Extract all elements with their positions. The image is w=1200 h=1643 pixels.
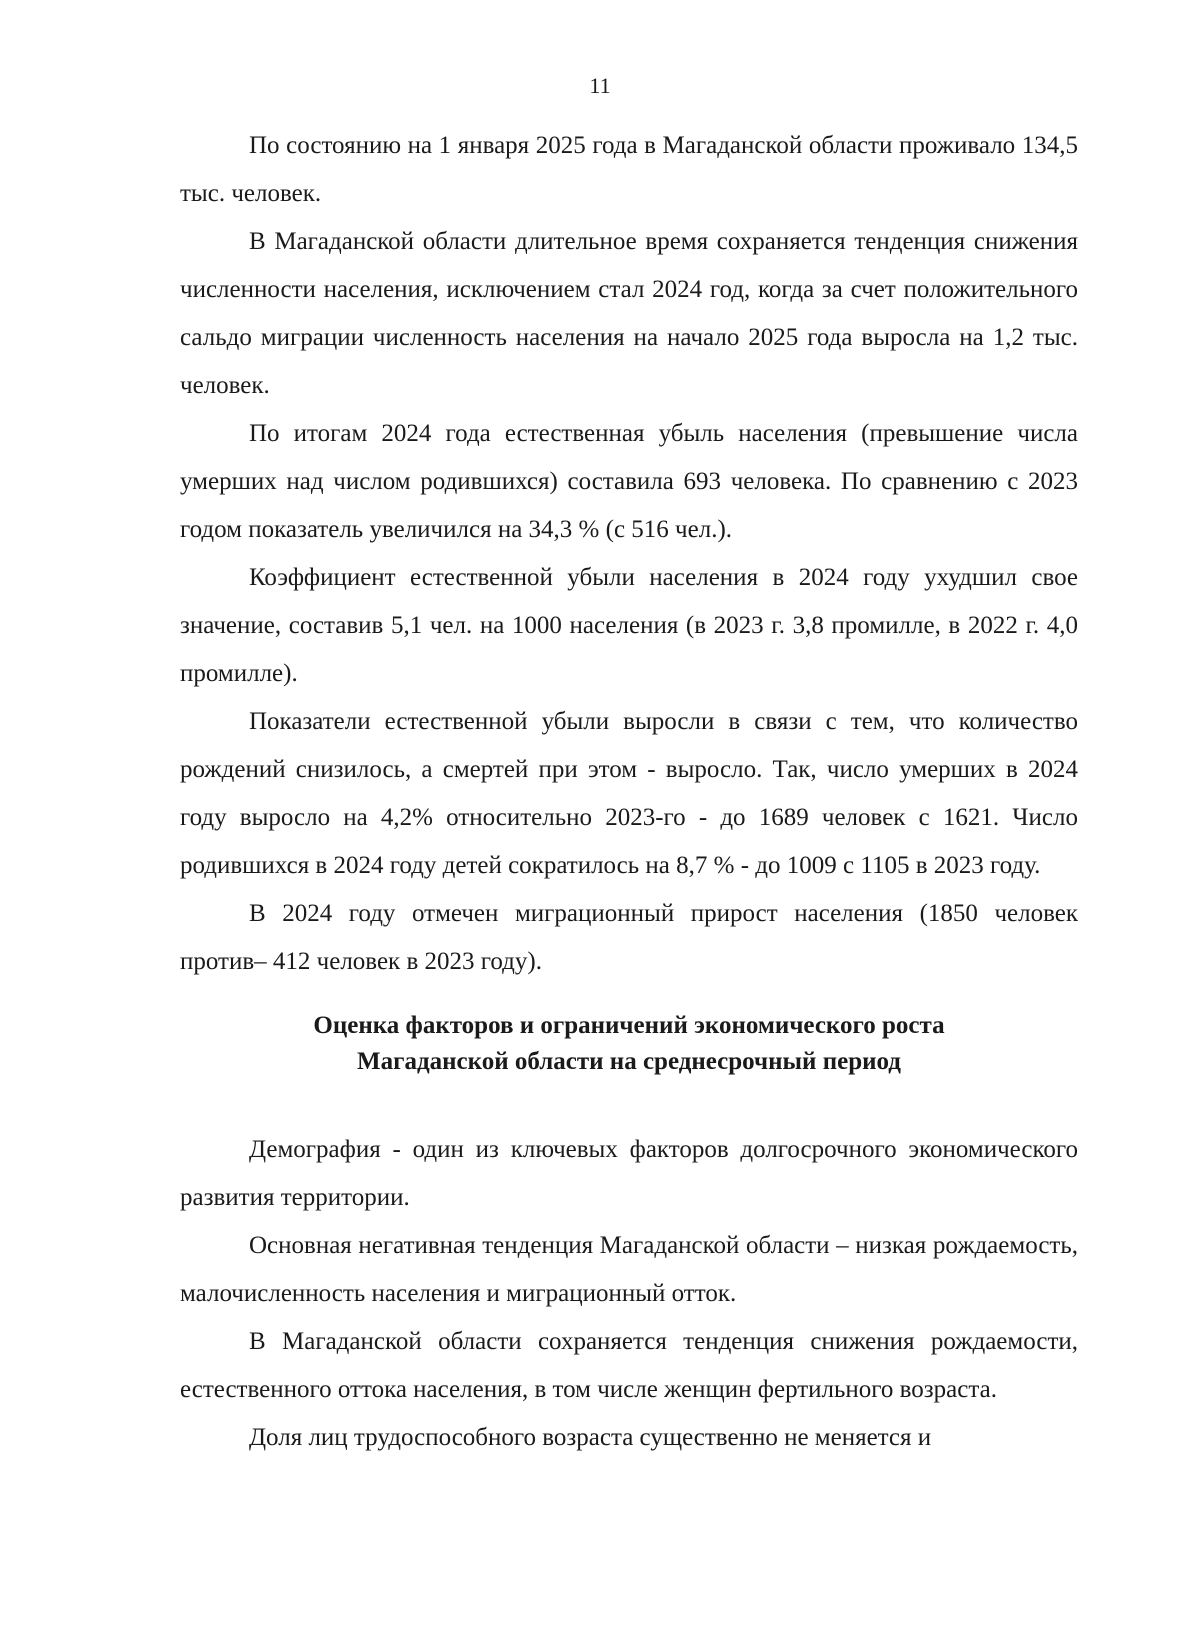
paragraph-migration: В 2024 году отмечен миграционный прирост населения (1850 человек против– 412 человек в 2023 году). (180, 900, 1078, 975)
section-heading (180, 1008, 1078, 1080)
paragraph-births-deaths: Показатели естественной убыли выросли в связи с тем, что количество рождений снизилось, а смертей при этом - выросло. Так, число умерших в 2024 году выросло на 4,2% относительно 2023-го - до 1689 человек с 1621. Число родившихся в 2024 году детей сократилось на 8,7 % - до 1009 с 1105 в 2023 году. (180, 708, 1078, 879)
document-body (180, 122, 1078, 1462)
paragraph-demography: Демография - один из ключевых факторов долгосрочного экономического развития территории. (180, 1136, 1078, 1211)
paragraph-population: По состоянию на 1 января 2025 года в Магаданской области проживало 134,5 тыс. человек. (180, 132, 1078, 207)
section-heading-line-2: Магаданской области на среднесрочный период (357, 1048, 901, 1075)
paragraph-natural-decline: По итогам 2024 года естественная убыль населения (превышение числа умерших над числом родившихся) составила 693 человека. По сравнению с 2023 годом показатель увеличился на 34,3 % (с 516 чел.). (180, 420, 1078, 543)
paragraph-birth-rate-trend: В Магаданской области сохраняется тенденция снижения рождаемости, естественного оттока населения, в том числе женщин фертильного возраста. (180, 1328, 1078, 1403)
paragraph-negative-trend: Основная негативная тенденция Магаданской области – низкая рождаемость, малочисленность населения и миграционный отток. (180, 1232, 1078, 1307)
paragraph-decline-coefficient: Коэффициент естественной убыли населения в 2024 году ухудшил свое значение, составив 5,1 чел. на 1000 населения (в 2023 г. 3,8 промилле, в 2022 г. 4,0 промилле). (180, 564, 1078, 687)
paragraph-working-age: Доля лиц трудоспособного возраста существенно не меняется и (249, 1424, 932, 1451)
paragraph-population-trend: В Магаданской области длительное время сохраняется тенденция снижения численности населения, исключением стал 2024 год, когда за счет положительного сальдо миграции численность населения на начало 2025 года выросла на 1,2 тыс. человек. (180, 228, 1078, 399)
page-number: 11 (589, 73, 611, 98)
section-heading-line-1: Оценка факторов и ограничений экономического роста (313, 1012, 945, 1039)
